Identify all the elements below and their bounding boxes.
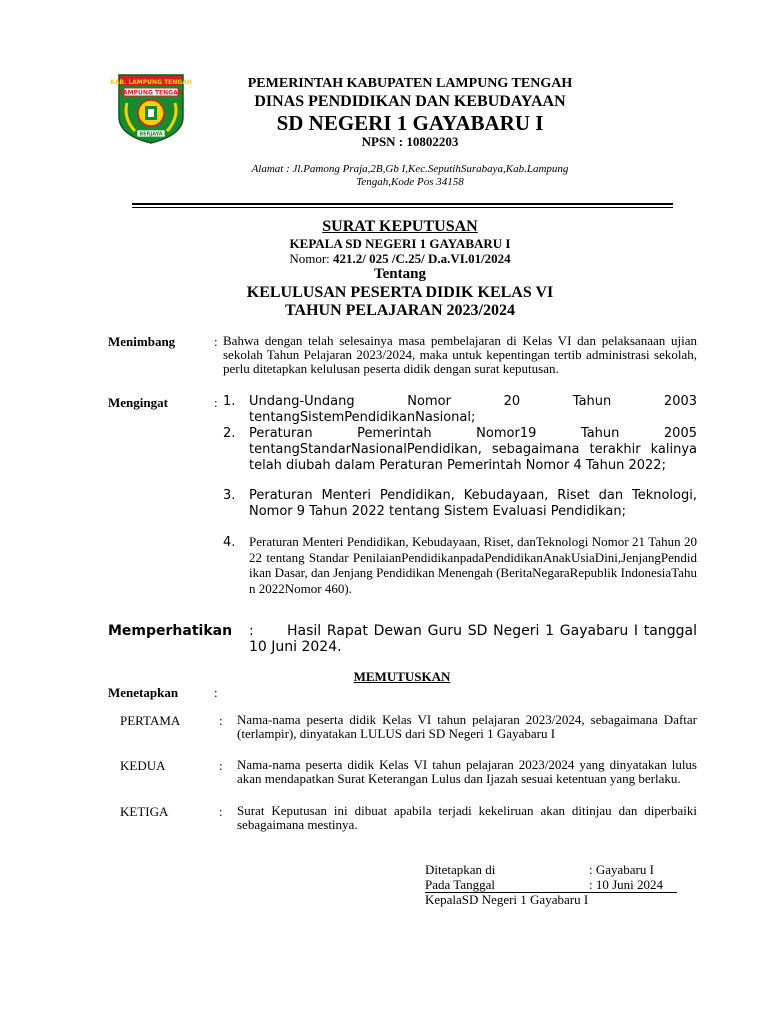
- mengingat-item-1-text-cont: tentangSistemPendidikanNasional;: [249, 410, 476, 425]
- mengingat-item-2-num: 2.: [223, 426, 236, 441]
- memperhatikan-text: Hasil Rapat Dewan Guru SD Negeri 1 Gayabaru I tanggal 10 Juni 2024.: [249, 623, 697, 655]
- decision-pertama-colon: :: [219, 713, 223, 728]
- header-divider-thin: [132, 207, 673, 208]
- header-line2: DINAS PENDIDIKAN DAN KEBUDAYAAN: [254, 93, 566, 110]
- kepala-title: KepalaSD Negeri 1 Gayabaru I: [425, 892, 589, 907]
- address-line1: Alamat : Jl.Pamong Praja,2B,Gb I,Kec.SeputihSurabaya,Kab.Lampung: [251, 163, 569, 175]
- logo-top-text: KAB. LAMPUNG TENGAH: [110, 79, 192, 86]
- subject-line1: KELULUSAN PESERTA DIDIK KELAS VI: [246, 284, 554, 301]
- mengingat-item-1-num: 1.: [223, 394, 236, 409]
- decision-pertama-text: Nama-nama peserta didik Kelas VI tahun pelajaran 2023/2024, sebagaimana Daftar (terlampir), dinyatakan LULUS dari SD Negeri 1 Gayabaru I: [237, 712, 697, 741]
- tanggal-label: Pada Tanggal: [425, 877, 495, 892]
- mengingat-item-3-text: Peraturan Menteri Pendidikan, Kebudayaan, Riset dan Teknologi, Nomor 9 Tahun 2022 tentang Sistem Evaluasi Pendidikan;: [249, 488, 697, 519]
- decision-ketiga-colon: :: [219, 804, 223, 819]
- menetapkan-label: Menetapkan: [108, 685, 179, 700]
- logo-band-text: LAMPUNG TENGAH: [119, 89, 183, 97]
- mengingat-label: Mengingat: [108, 395, 168, 410]
- header-divider: [132, 203, 673, 205]
- nomor-value: 421.2/ 025 /C.25/ D.a.VI.01/2024: [333, 251, 511, 266]
- nomor-label: Nomor:: [289, 251, 334, 266]
- menimbang-label: Menimbang: [108, 334, 176, 349]
- mengingat-item-4-text: Peraturan Menteri Pendidikan, Kebudayaan, Riset, danTeknologi Nomor 21 Tahun 2022 tentang Standar PenilaianPendidikanpadaPendidikanAnakUsiaDini,JenjangPendidikan Dasar, dan Jenjang Pendidikan Menengah (BeritaNegaraRepublik IndonesiaTahun 2022Nomor 460).: [249, 534, 697, 596]
- regency-logo: [110, 73, 192, 145]
- letter-title: SURAT KEPUTUSAN: [322, 218, 478, 235]
- mengingat-item-3-num: 3.: [223, 488, 236, 503]
- header-line1: PEMERINTAH KABUPATEN LAMPUNG TENGAH: [247, 76, 573, 91]
- memperhatikan-colon: :: [249, 623, 254, 639]
- decision-kedua-text: Nama-nama peserta didik Kelas VI tahun pelajaran 2023/2024 yang dinyatakan lulus akan mendapatkan Surat Keterangan Lulus dan Ijazah sesuai ketentuan yang berlaku.: [237, 757, 697, 786]
- logo-motto: BERJAYA: [139, 131, 163, 138]
- memperhatikan-label: Memperhatikan: [108, 623, 233, 639]
- school-name: SD NEGERI 1 GAYABARU I: [276, 111, 544, 135]
- npsn: NPSN : 10802203: [361, 134, 459, 149]
- letter-number: [200, 251, 600, 267]
- ditetapkan-label: Ditetapkan di: [425, 862, 496, 877]
- address-line2: Tengah,Kode Pos 34158: [356, 176, 464, 188]
- decision-pertama-label: PERTAMA: [120, 713, 181, 728]
- tentang: Tentang: [374, 266, 426, 282]
- tanggal-value: : 10 Juni 2024: [589, 877, 664, 892]
- decision-ketiga-label: KETIGA: [120, 804, 169, 819]
- menimbang-colon: :: [214, 334, 218, 349]
- mengingat-item-2-text: Peraturan Pemerintah Nomor19 Tahun 2005 tentangStandarNasionalPendidikan, sebagaimana terakhir kalinya telah diubah dalam Peraturan Pemerintah Nomor 4 Tahun 2022;: [249, 426, 697, 473]
- memutuskan-heading: MEMUTUSKAN: [353, 669, 451, 684]
- address: [190, 163, 630, 189]
- menetapkan-colon: :: [214, 685, 218, 700]
- menimbang-text: Bahwa dengan telah selesainya masa pembelajaran di Kelas VI dan pelaksanaan ujian sekolah Tahun Pelajaran 2023/2024, maka untuk kepentingan tertib administrasi sekolah, perlu ditetapkan kelulusan peserta didik dengan surat keputusan.: [223, 333, 697, 376]
- mengingat-item-4-num: 4.: [223, 535, 236, 550]
- subject-line2: TAHUN PELAJARAN 2023/2024: [285, 302, 515, 319]
- decision-kedua-colon: :: [219, 758, 223, 773]
- decision-kedua-label: KEDUA: [120, 758, 166, 773]
- mengingat-colon: :: [214, 395, 218, 410]
- mengingat-item-1-text: Undang-Undang Nomor 20 Tahun 2003: [249, 394, 698, 409]
- ditetapkan-value: : Gayabaru I: [589, 862, 654, 877]
- decision-ketiga-text: Surat Keputusan ini dibuat apabila terjadi kekeliruan akan ditinjau dan diperbaiki sebagaimana mestinya.: [237, 803, 697, 832]
- letter-subtitle: KEPALA SD NEGERI 1 GAYABARU I: [289, 236, 511, 251]
